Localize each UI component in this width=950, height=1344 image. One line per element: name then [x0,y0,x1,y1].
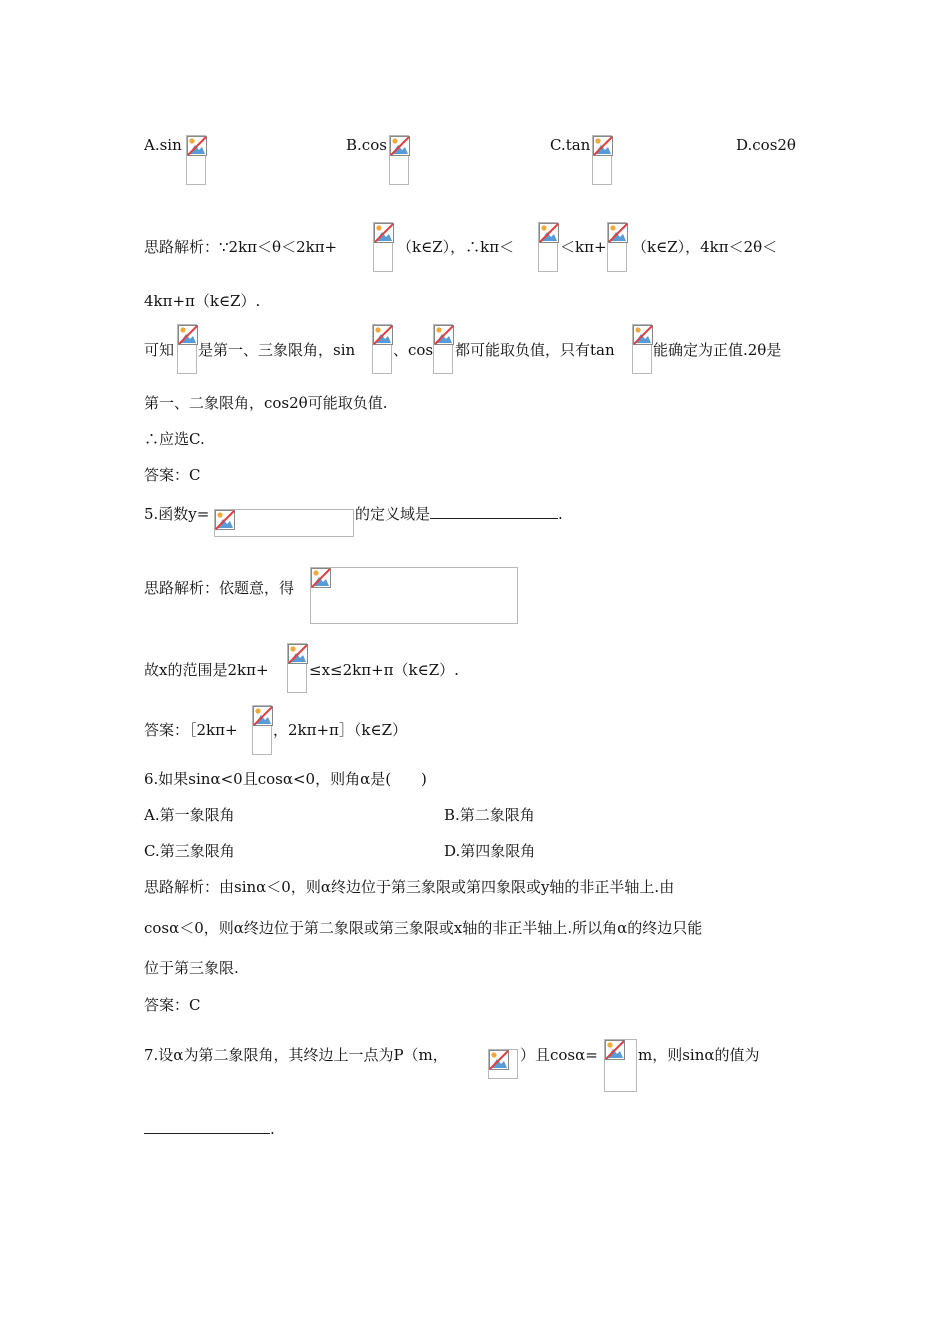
broken-image-icon [374,223,394,243]
broken-image-icon [373,325,393,345]
formula-image [186,135,206,185]
question-5-suffix-text: 的定义域是 [355,505,431,523]
broken-image-icon [187,136,207,156]
question-7-text: 7.设α为第二象限角，其终边上一点为P（m， [144,1046,448,1064]
answer: 答案：C [144,996,201,1014]
conclusion: ∴应选C. [144,430,205,448]
formula-image [372,324,392,374]
formula-image [310,567,518,624]
broken-image-icon [605,1040,625,1060]
broken-image-icon [633,325,653,345]
broken-image-icon [311,568,331,588]
broken-image-icon [215,510,235,530]
question-5-suffix [355,504,563,524]
answer: 答案：C [144,466,201,484]
option-a: A.第一象限角 [144,806,235,824]
formula-image [177,324,197,374]
broken-image-icon [288,644,308,664]
broken-image-icon [489,1050,509,1070]
broken-image-icon [539,223,559,243]
answer-blank [430,504,558,519]
option-b: B.第二象限角 [444,806,535,824]
analysis-text: 第一、二象限角，cos2θ可能取负值. [144,394,388,412]
analysis-text: 都可能取负值，只有tan [455,341,615,359]
answer-blank [144,1119,270,1134]
question-7-end: . [270,1120,275,1138]
question-7-text: ）且cosα= [520,1046,598,1064]
option-b: B.cos [346,136,387,154]
analysis-label: 思路解析：依题意，得 [144,579,295,597]
question-7-text: m，则sinα的值为 [638,1046,760,1064]
analysis-text: ＜kπ+ [560,238,607,256]
option-c: C.tan [550,136,591,154]
formula-image [604,1039,637,1092]
analysis-label: 思路解析： [144,238,220,256]
broken-image-icon [593,136,613,156]
formula-image [632,324,652,374]
formula-image [488,1049,518,1079]
question-7-answer-line [144,1119,275,1139]
analysis-text: 4kπ+π（k∈Z）. [144,292,261,310]
formula-image [592,135,612,185]
option-c: C.第三象限角 [144,842,235,860]
question-5-end: . [558,505,563,523]
formula-image [287,643,307,693]
formula-image [433,324,453,374]
formula-image [214,509,354,537]
broken-image-icon [253,706,273,726]
analysis-text: （k∈Z），4kπ＜2θ＜ [632,238,778,256]
answer: 答案：［2kπ+ [144,721,238,739]
broken-image-icon [434,325,454,345]
option-d: D.cos2θ [736,136,796,154]
formula-image [538,222,558,272]
analysis-text: ≤x≤2kπ+π（k∈Z）. [309,661,459,679]
formula-image [389,135,409,185]
analysis-text: 能确定为正值.2θ是 [653,341,782,359]
formula-image [607,222,627,272]
analysis-text: 思路解析：由sinα＜0，则α终边位于第三象限或第四象限或y轴的非正半轴上.由 [144,878,675,896]
option-d: D.第四象限角 [444,842,536,860]
analysis-text: cosα＜0，则α终边位于第二象限或第三象限或x轴的非正半轴上.所以角α的终边只能 [144,919,703,937]
analysis-text: ∵2kπ＜θ＜2kπ+ [219,238,338,256]
broken-image-icon [178,325,198,345]
analysis-text: （k∈Z），∴kπ＜ [397,238,515,256]
broken-image-icon [608,223,628,243]
question-6-stem: 6.如果sinα<0且cosα<0，则角α是( ) [144,770,427,788]
analysis-text: 故x的范围是2kπ+ [144,661,269,679]
analysis-text: 是第一、三象限角，sin [198,341,356,359]
analysis-text: 位于第三象限. [144,959,239,977]
option-a: A.sin [144,136,182,154]
broken-image-icon [390,136,410,156]
answer: ，2kπ+π］（k∈Z） [273,721,408,739]
analysis-text: 可知 [144,341,175,359]
analysis-text: 、cos [393,341,434,359]
question-5-prefix: 5.函数y= [144,505,210,523]
formula-image [252,705,272,755]
formula-image [373,222,393,272]
